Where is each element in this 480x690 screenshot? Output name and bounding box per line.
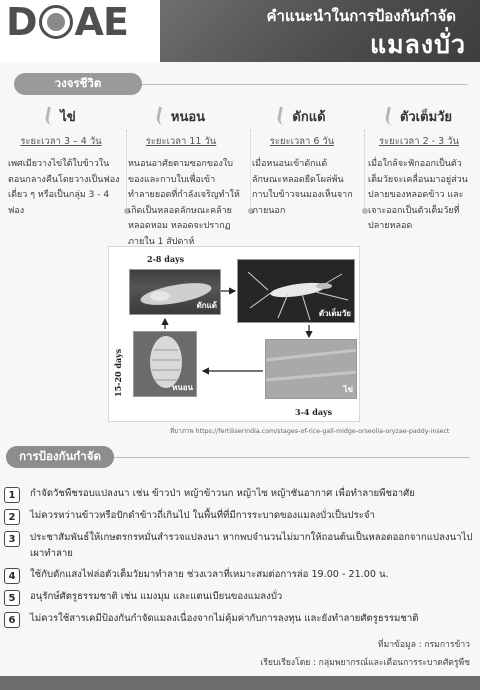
item-text: อนุรักษ์ศัตรูธรรมชาติ เช่น แมงมุม และแตนเบียนของแมลงบั่ว (30, 591, 283, 602)
item-text: ใช้กับดักแสงไฟล่อตัวเต็มวัยมาทำลาย ช่วงเวลาที่เหมาะสมต่อการล่อ 19.00 - 21.00 น. (30, 569, 389, 580)
list-item (4, 589, 474, 606)
stage-pupa (246, 104, 358, 219)
list-item (4, 567, 474, 584)
stage-duration: ระยะเวลา 6 วัน (269, 136, 335, 147)
stage-name: ตัวเต็มวัย (399, 109, 453, 125)
stage-larva (122, 104, 240, 250)
photo-caption: ดักแด้ (196, 301, 217, 310)
stage-description: เพศเมียวางไข่ใต้ใบข้าวในตอนกลางคืนโดยวางเป็นฟองเดี่ยว ๆ หรือเป็นกลุ่ม 3 - 4 ฟอง (8, 159, 120, 216)
stage-description: เมื่อใกล้จะฟักออกเป็นตัวเต็มวัยจะเคลื่อนมาอยู่ส่วนปลายของหลอดข้าว และเจาะออกเป็นตัวเต็มวัยที่ปลายหลอด (368, 159, 468, 231)
egg-days-label: 3-4 days (295, 407, 333, 417)
item-text: ไม่ควรใช้สารเคมีป้องกันกำจัดแมลงเนื่องจากไม่คุ้มค่ากับการลงทุน และยังทำลายศัตรูธรรมชาติ (30, 613, 419, 624)
rice-leaf-icon (44, 106, 56, 125)
item-number: 2 (4, 509, 20, 525)
item-number: 3 (4, 531, 20, 547)
stage-adult (362, 104, 476, 235)
stage-duration: ระยะเวลา 3 – 4 วัน (20, 136, 102, 147)
item-text: ประชาสัมพันธ์ให้เกษตรกรหมั่นสำรวจแปลงนา หากพบจำนวนไม่มากให้ถอนต้นเป็นหลอดออกจากแปลงนาไปเผาทำลาย (30, 532, 473, 559)
data-source-credit: ที่มาข้อมูล : กรมการข้าว (377, 640, 470, 650)
image-source: ที่มาภาพ https://fertiliserindia.com/stages-of-rice-gall-midge-orseolia-oryzae-paddy-insect (170, 428, 450, 435)
item-number: 5 (4, 590, 20, 606)
doae-logo (6, 2, 128, 42)
list-item (4, 611, 474, 628)
section-divider (142, 84, 468, 85)
lifecycle-section-label: วงจรชีวิต (14, 73, 142, 95)
rice-leaf-icon (277, 106, 289, 125)
stage-duration: ระยะเวลา 2 - 3 วัน (378, 136, 460, 147)
item-text: ไม่ควรหว่านข้าวหรือปักดำข้าวถี่เกินไป ในพื้นที่ที่มีการระบาดของแมลงบั่วเป็นประจำ (30, 510, 375, 521)
list-item (4, 530, 474, 562)
page-subtitle: คำแนะนำในการป้องกันกำจัด (266, 7, 456, 25)
logo-letters-ae: AE (74, 0, 128, 44)
header (0, 0, 480, 62)
logo-letter-d: D (6, 0, 37, 44)
prevention-list (4, 486, 474, 633)
seal-icon (39, 5, 73, 39)
item-text: กำจัดวัชพืชรอบแปลงนา เช่น ข้าวป่า หญ้าข้าวนก หญ้าไซ หญ้าชันอากาศ เพื่อทำลายพืชอาศัย (30, 488, 415, 499)
page-title: แมลงบั่ว (369, 30, 466, 59)
stage-description: เมื่อหนอนเข้าดักแด้ ลักษณะหลอดยืดโผล่พ้นกาบใบข้าวจนมองเห็นจากภายนอก (252, 159, 353, 216)
stage-name: ดักแด้ (292, 109, 326, 125)
photo-caption: ไข่ (343, 385, 353, 394)
stage-name: ไข่ (60, 109, 76, 125)
list-item (4, 486, 474, 503)
prevention-section-label: การป้องกันกำจัด (6, 446, 114, 468)
section-divider (114, 457, 470, 458)
photo-caption: หนอน (171, 383, 193, 392)
photo-caption: ตัวเต็มวัย (318, 309, 351, 318)
footer-strip (0, 676, 480, 690)
stage-egg (2, 104, 120, 219)
list-item (4, 508, 474, 525)
lifecycle-arrows (109, 247, 361, 423)
larva-days-label: 2-8 days (147, 254, 185, 264)
lifecycle-diagram (108, 246, 360, 422)
rice-leaf-icon (384, 106, 396, 125)
stage-name: หนอน (170, 109, 206, 125)
item-number: 1 (4, 487, 20, 503)
item-number: 6 (4, 612, 20, 628)
stage-description: หนอนอาศัยตามซอกของใบ ของและกาบใบเพื่อเข้าทำลายยอดที่กำลังเจริญทำให้เกิดเป็นหลอดลักษณะคล้ายหลอดหอม หลอดจะปรากฏภายใน 1 สัปดาห์ (128, 159, 240, 247)
stage-duration: ระยะเวลา 11 วัน (145, 136, 217, 147)
compiled-by-credit: เรียบเรียงโดย : กลุ่มพยากรณ์และเตือนการระบาดศัตรูพืช (260, 658, 470, 668)
rice-leaf-icon (155, 106, 167, 125)
pupa-days-label: 15-20 days (113, 348, 123, 397)
item-number: 4 (4, 568, 20, 584)
